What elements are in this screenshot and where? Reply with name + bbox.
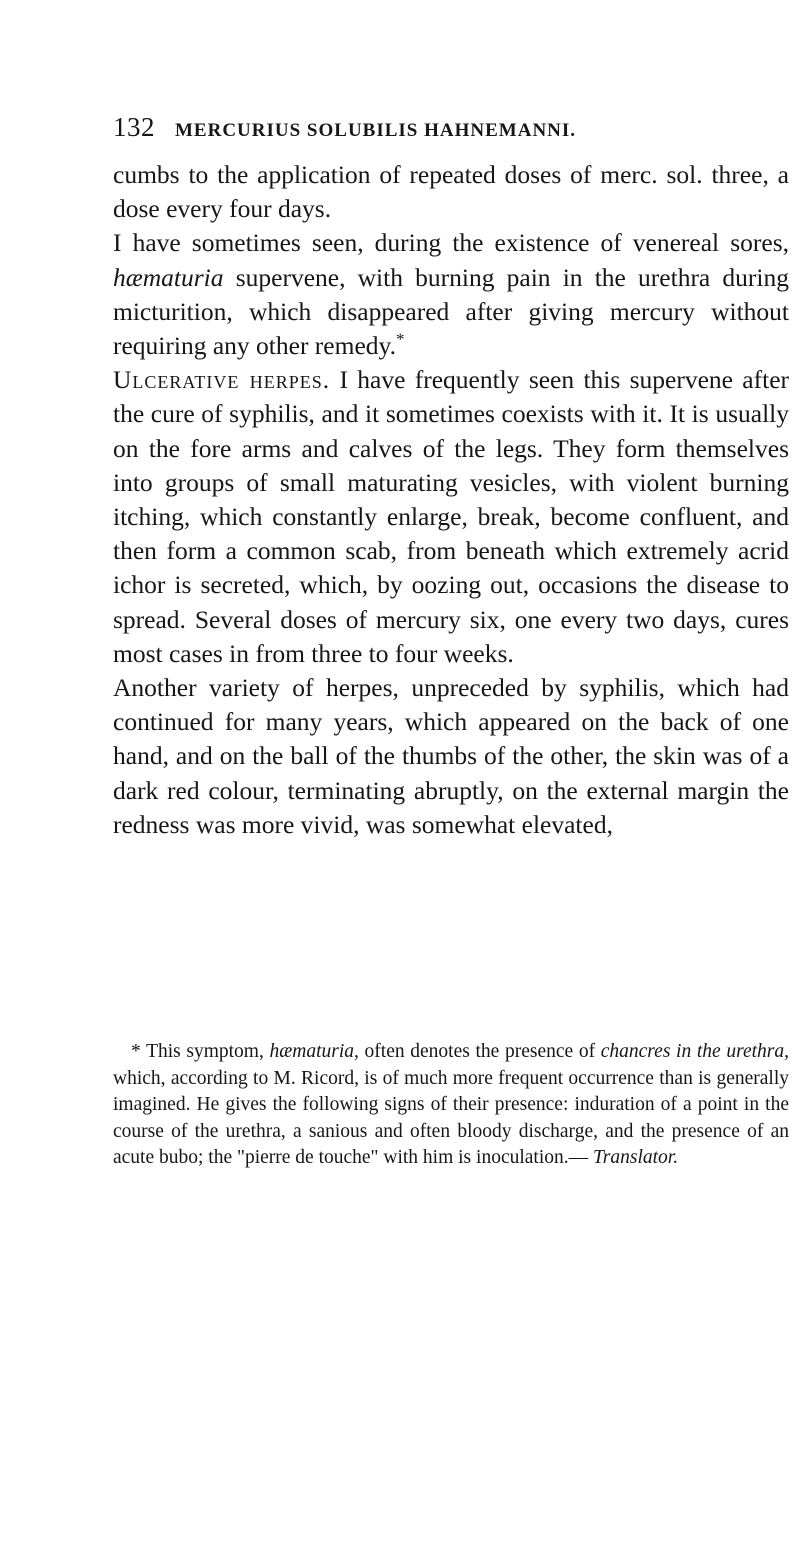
italic-term: hæmaturia [113, 262, 224, 292]
footnote-text [113, 1039, 789, 1172]
running-head [113, 114, 753, 141]
footnote-segment: which, according to M. Ricord, is of much more frequent occurrence than is generally imagined. He gives the following signs of their presence: induration of a point in the course of the urethra, a sanious and often bloody discharge, and the presence of an acute bubo; the "pierre de touche" with him is inoculation.— [113, 1067, 789, 1169]
paragraph-haematuria [113, 226, 789, 363]
running-title: MERCURIUS SOLUBILIS HAHNEMANNI. [175, 120, 577, 141]
paragraph-text: supervene, with burning pain in the urethra during micturition, which disappeared after giving mercury without requiring any other remedy. [113, 262, 789, 361]
footnote-segment: This symptom, [146, 1041, 270, 1062]
footnote-segment: often denotes the presence of [358, 1041, 601, 1062]
footnote-mark: * [131, 1041, 147, 1062]
paragraph-continuation: cumbs to the application of repeated doses of merc. sol. three, a dose every four days. [113, 160, 789, 224]
italic-term: chancres in the urethra, [600, 1041, 790, 1062]
footnote [113, 1039, 789, 1172]
paragraph-text: I have sometimes seen, during the existence of venereal sores, [113, 228, 789, 258]
footnotes [113, 1039, 789, 1172]
body-text [113, 158, 789, 842]
paragraph-text: I have frequently seen this supervene after the cure of syphilis, and it sometimes coexists with it. It is usually on the fore arms and calves of the legs. They form themselves into groups of small maturating vesicles, with violent burning itching, which constantly enlarge, break, become confluent, and then form a common scab, from beneath which extremely acrid ichor is secreted, which, by oozing out, occasions the disease to spread. Several doses of mercury six, one every two days, cures most cases in from three to four weeks. [113, 365, 789, 668]
footnote-attribution: Translator. [593, 1147, 679, 1169]
section-lead: Ulcerative herpes. [113, 365, 331, 395]
paragraph-ulcerative-herpes [113, 363, 789, 671]
paragraph-another-variety: Another variety of herpes, unpreceded by syphilis, which had continued for many years, which appeared on the back of one hand, and on the ball of the thumbs of the other, the skin was of a dark red colour, terminating abruptly, on the external margin the redness was more vivid, was somewhat elevated, [113, 673, 789, 839]
footnote-reference: * [396, 329, 405, 349]
page-number: 132 [113, 112, 155, 142]
italic-term: hæmaturia, [269, 1041, 359, 1062]
